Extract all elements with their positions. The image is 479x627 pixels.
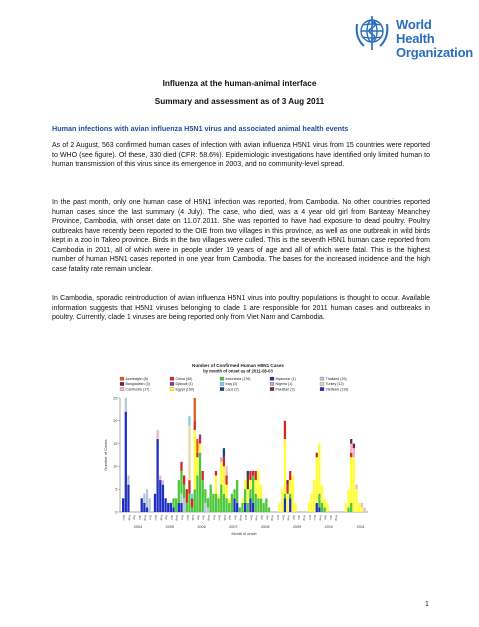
bar-segment <box>350 503 352 512</box>
bar-segment <box>244 480 246 489</box>
bar-segment <box>196 476 198 512</box>
bar-segment <box>260 498 262 512</box>
bar-segment <box>249 480 251 489</box>
bar-segment <box>247 489 249 503</box>
bar-segment <box>241 498 243 503</box>
year-label: 2011 <box>356 525 365 529</box>
x-tick-label: Apr <box>132 515 137 520</box>
bar-segment <box>353 448 355 457</box>
legend-swatch <box>320 382 324 385</box>
x-tick-label: Feb <box>159 515 164 521</box>
bar-segment <box>217 498 219 512</box>
bar-segment <box>186 503 188 512</box>
legend-label: Iraq (3) <box>225 382 238 387</box>
bar-segment <box>225 476 227 485</box>
bar-segment <box>289 480 291 494</box>
bar-segment <box>159 480 161 512</box>
bar-segment <box>183 476 185 485</box>
paragraph-2: In the past month, only one human case of H5N1 infection was reported, from Cambodia. No other countries reported human cases since the last summary (4 July). The case, who died, was a 4 year old girl from Banteay Meanchey Province, Cambodia, with onset date on 11.07.2011. She was reported to have had exposure to dead poultry. Poultry outbreaks have recently been reported to the OIE from two villages in this province, as well as one outbreak in wild birds kept in a zoo in Takeo province. Birds in the two villages were culled. This is the seventh H5N1 human case reported from Cambodia in 2011, all of which were in people under 19 years of age and all of which were fatal. This is the highest number of human H5N1 cases reported in one year from Cambodia. The bases for the increased incidence and the high case fatality rate remain unclear. <box>52 199 430 273</box>
bar-segment <box>353 457 355 512</box>
bar-segment <box>249 471 251 480</box>
bar-segment <box>257 471 259 498</box>
bar-segment <box>326 503 328 512</box>
y-tick-label: 5 <box>115 487 118 492</box>
bar-segment <box>249 489 251 498</box>
x-tick-label: Apr <box>260 515 265 520</box>
x-tick-label: Feb <box>222 515 227 521</box>
year-label: 2007 <box>229 525 238 529</box>
bar-segment <box>350 439 352 444</box>
x-tick-label: Jun <box>233 515 238 520</box>
x-tick-label: Jun <box>265 515 270 520</box>
document-title: Influenza at the human-animal interface <box>162 79 317 88</box>
bar-segment <box>225 498 227 512</box>
x-tick-label: Feb <box>127 515 132 521</box>
bar-segment <box>358 503 360 512</box>
bar-segment <box>180 471 182 494</box>
bar-segment <box>175 498 177 512</box>
bar-segment <box>223 466 225 493</box>
bar-segment <box>225 466 227 475</box>
bar-segment <box>210 485 212 512</box>
bar-segment <box>143 503 145 512</box>
y-tick-label: 10 <box>113 464 118 469</box>
bar-segment <box>188 416 190 425</box>
year-label: 2009 <box>292 525 302 529</box>
legend-swatch <box>120 387 124 390</box>
bar-segment <box>127 476 129 485</box>
bar-segment <box>180 462 182 471</box>
bar-segment <box>247 503 249 512</box>
legend-swatch <box>320 377 324 380</box>
legend-label: Laos (2) <box>225 387 239 392</box>
x-tick-label: Aug <box>334 515 339 521</box>
bar-segment <box>257 498 259 512</box>
bar-segment <box>244 503 246 512</box>
legend-label: Thailand (25) <box>325 377 347 381</box>
bar-segment <box>172 498 174 507</box>
x-tick-label: Aug <box>175 515 180 521</box>
legend-swatch <box>120 382 124 385</box>
x-tick-label: Apr <box>164 515 169 520</box>
bar-segment <box>196 439 198 453</box>
x-tick-label: Oct <box>244 515 249 520</box>
x-tick-label: Feb <box>254 515 259 521</box>
bar-segment <box>324 498 326 507</box>
x-tick-label: Dec <box>249 515 254 521</box>
bar-segment <box>318 444 320 494</box>
x-tick-label: Dec <box>122 515 127 521</box>
x-tick-label: Oct <box>275 515 280 520</box>
y-tick-label: 20 <box>113 419 118 424</box>
bar-segment <box>308 503 310 512</box>
bar-segment <box>186 489 188 503</box>
year-label: 2010 <box>324 525 334 529</box>
x-tick-label: Aug <box>238 515 243 521</box>
bar-segment <box>239 507 241 512</box>
x-tick-label: Apr <box>323 515 328 520</box>
x-tick-label: Feb <box>318 515 323 521</box>
bar-segment <box>180 494 182 503</box>
bar-segment <box>154 494 156 512</box>
bar-segment <box>318 507 320 512</box>
bar-segment <box>196 457 198 475</box>
x-tick-label: Aug <box>302 515 307 521</box>
legend-label: Bangladesh (3) <box>125 382 150 387</box>
bar-segment <box>207 498 209 507</box>
bar-segment <box>255 480 257 494</box>
bar-segment <box>122 498 124 512</box>
bar-segment <box>284 439 286 494</box>
legend-swatch <box>170 382 174 385</box>
bar-segment <box>316 457 318 503</box>
legend-swatch <box>270 387 274 390</box>
bar-segment <box>202 480 204 512</box>
legend-label: Cambodia (17) <box>125 387 150 392</box>
bar-segment <box>321 485 323 503</box>
bar-segment <box>141 498 143 512</box>
bar-segment <box>204 489 206 503</box>
bar-segment <box>156 439 158 512</box>
legend-swatch <box>270 382 274 385</box>
bar-segment <box>363 507 365 512</box>
bar-segment <box>183 485 185 499</box>
bar-segment <box>196 453 198 458</box>
bar-segment <box>249 498 251 512</box>
bar-segment <box>316 453 318 458</box>
bar-segment <box>347 507 349 512</box>
bar-segment <box>156 430 158 439</box>
y-tick-label: 0 <box>115 510 118 515</box>
bar-segment <box>355 485 357 490</box>
bar-segment <box>215 494 217 512</box>
x-tick-label: Oct <box>148 515 153 520</box>
bar-segment <box>263 503 265 512</box>
bar-segment <box>318 494 320 508</box>
bar-segment <box>178 503 180 512</box>
x-tick-label: Aug <box>270 515 275 521</box>
x-tick-label: Aug <box>143 515 148 521</box>
bar-segment <box>220 485 222 512</box>
bar-segment <box>199 434 201 439</box>
bar-segment <box>255 494 257 512</box>
bar-segment <box>194 489 196 512</box>
paragraph-3: In Cambodia, sporadic reintroduction of avian influenza H5N1 virus into poultry populations is thought to occur. Available information suggests that H5N1 viruses belonging to clade 1 are responsible for 2011 human cases and outbreaks in poultry. Currently, clade 1 viruses are being reported only from Viet Nam and Cambodia. <box>52 295 430 321</box>
bar-segment <box>313 480 315 512</box>
bar-segment <box>215 476 217 494</box>
bar-segment <box>294 503 296 512</box>
bar-segment <box>146 507 148 512</box>
bar-segment <box>125 398 127 412</box>
bar-segment <box>191 498 193 507</box>
y-tick-label: 25 <box>113 396 118 401</box>
bar-segment <box>244 489 246 503</box>
paragraph-1: As of 2 August, 563 confirmed human cases of infection with avian influenza H5N1 virus from 15 countries were reported to WHO (see figure). Of these, 330 died (CFR: 58.6%). Epidemiologic investigations have identified only limited human to human transmission of this virus since its emergence in 2003, and no community-level spread. <box>52 142 430 168</box>
bar-segment <box>350 457 352 503</box>
bar-segment <box>268 507 270 512</box>
bar-segment <box>353 444 355 449</box>
bar-segment <box>223 457 225 466</box>
who-logo-text <box>396 18 473 60</box>
bar-segment <box>265 498 267 512</box>
bar-segment <box>233 498 235 512</box>
bar-segment <box>252 503 254 512</box>
chart-subtitle: by month of onset as of 2011-08-03 <box>203 368 273 374</box>
bar-segment <box>215 471 217 476</box>
bar-segment <box>252 471 254 476</box>
legend-label: Turkey (12) <box>325 382 344 387</box>
bar-segment <box>289 498 291 512</box>
who-logo <box>351 12 474 60</box>
bar-segment <box>284 494 286 499</box>
bar-segment <box>162 485 164 512</box>
x-tick-label: Apr <box>228 515 233 520</box>
bar-segment <box>347 489 349 507</box>
x-tick-label: Apr <box>291 515 296 520</box>
bar-segment <box>350 453 352 458</box>
legend-label: Indonesia (176) <box>225 377 251 381</box>
legend-label: China (40) <box>175 377 193 381</box>
bar-segment <box>361 507 363 512</box>
legend-label: VietNam (119) <box>325 387 349 392</box>
bar-segment <box>217 494 219 499</box>
bar-segment <box>241 503 243 512</box>
bar-segment <box>191 507 193 512</box>
who-emblem-icon <box>351 12 393 54</box>
x-tick-label: Jun <box>169 515 174 520</box>
bar-segment <box>202 471 204 480</box>
bar-segment <box>247 476 249 490</box>
bar-segment <box>236 480 238 503</box>
bar-segment <box>188 425 190 480</box>
bar-segment <box>223 494 225 512</box>
year-label: 2005 <box>165 525 174 529</box>
bar-segment <box>188 480 190 494</box>
legend-swatch <box>270 377 274 380</box>
x-tick-label: Apr <box>196 515 201 520</box>
x-tick-label: Aug <box>207 515 212 521</box>
bar-segment <box>207 507 209 512</box>
bar-segment <box>321 503 323 512</box>
legend-swatch <box>220 377 224 380</box>
bar-segment <box>159 476 161 481</box>
bar-segment <box>247 471 249 476</box>
bar-segment <box>316 503 318 512</box>
year-label: 2004 <box>133 525 143 529</box>
bar-segment <box>350 444 352 453</box>
bar-segment <box>194 398 196 421</box>
bar-segment <box>281 489 283 512</box>
legend-swatch <box>170 387 174 390</box>
bar-segment <box>260 485 262 499</box>
bar-segment <box>286 480 288 485</box>
bar-segment <box>188 494 190 512</box>
bar-segment <box>149 498 151 512</box>
bar-segment <box>170 503 172 512</box>
bar-segment <box>223 448 225 457</box>
legend-label: Djibouti (1) <box>175 382 193 387</box>
document-subtitle: Summary and assessment as of 3 Aug 2011 <box>154 97 325 106</box>
bar-segment <box>355 489 357 512</box>
bar-segment <box>278 503 280 512</box>
x-tick-label: Feb <box>286 515 291 521</box>
bar-segment <box>146 489 148 507</box>
bar-segment <box>289 494 291 499</box>
bar-segment <box>172 507 174 512</box>
legend-label: Pakistan (3) <box>275 387 295 392</box>
bar-segment <box>125 412 127 512</box>
bar-segment <box>286 485 288 494</box>
bar-segment <box>204 503 206 512</box>
x-tick-label: Oct <box>212 515 217 520</box>
h5n1-cases-chart <box>100 360 376 542</box>
bar-segment <box>162 480 164 485</box>
legend-swatch <box>120 377 124 380</box>
x-axis-label: Month of onset <box>231 532 257 536</box>
x-tick-label: Oct <box>180 515 185 520</box>
bar-segment <box>324 507 326 512</box>
bar-segment <box>127 485 129 512</box>
bar-segment <box>212 494 214 512</box>
x-tick-label: Jun <box>201 515 206 520</box>
bar-segment <box>286 494 288 512</box>
x-tick-label: Feb <box>191 515 196 521</box>
legend-swatch <box>220 387 224 390</box>
bar-segment <box>255 471 257 480</box>
bar-segment <box>225 485 227 499</box>
bar-segment <box>194 421 196 430</box>
bar-segment <box>228 498 230 503</box>
legend-swatch <box>220 382 224 385</box>
logo-text-line2: Organization <box>396 45 474 60</box>
y-axis-label: Number of Cases <box>103 439 108 471</box>
x-tick-label: Dec <box>185 515 190 521</box>
bar-segment <box>194 430 196 489</box>
legend-label: Myanmar (1) <box>275 377 296 381</box>
bar-segment <box>199 453 201 512</box>
legend-label: Nigeria (1) <box>275 382 293 387</box>
bar-segment <box>310 494 312 512</box>
bar-segment <box>220 462 222 485</box>
year-label: 2008 <box>260 525 270 529</box>
bar-segment <box>167 503 169 512</box>
bar-segment <box>180 503 182 512</box>
legend-swatch <box>320 387 324 390</box>
x-tick-label: Dec <box>281 515 286 521</box>
legend-label: Egypt (150) <box>175 387 195 392</box>
bar-segment <box>143 494 145 503</box>
y-tick-label: 15 <box>113 441 118 446</box>
bar-segment <box>164 498 166 512</box>
logo-text-line1: World Health <box>396 17 435 46</box>
bar-segment <box>345 503 347 512</box>
legend-label: Azerbaijan (8) <box>125 377 148 381</box>
bar-segment <box>199 444 201 453</box>
bar-segment <box>183 498 185 512</box>
x-tick-label: Jun <box>138 515 143 520</box>
x-tick-label: Dec <box>313 515 318 521</box>
bar-segment <box>361 503 363 508</box>
bar-segment <box>284 498 286 512</box>
x-tick-label: Dec <box>153 515 158 521</box>
bar-segment <box>220 457 222 462</box>
bar-segment <box>289 471 291 480</box>
bar-segment <box>199 439 201 444</box>
x-tick-label: Dec <box>217 515 222 521</box>
bar-segment <box>191 494 193 499</box>
year-label: 2006 <box>197 525 206 529</box>
bar-segment <box>228 503 230 512</box>
bar-segment <box>231 494 233 512</box>
x-tick-label: Oct <box>307 515 312 520</box>
bar-segment <box>236 503 238 512</box>
legend-swatch <box>170 377 174 380</box>
bar-segment <box>233 489 235 498</box>
bar-segment <box>178 480 180 503</box>
chart-title: Number of Confirmed Human H5N1 Cases <box>192 363 284 368</box>
x-tick-label: Jun <box>297 515 302 520</box>
x-tick-label: Jun <box>329 515 334 520</box>
bar-segment <box>252 476 254 503</box>
bar-segment <box>284 421 286 439</box>
bar-segment <box>292 476 294 512</box>
page-number: 1 <box>425 601 429 608</box>
section-heading: Human infections with avian influenza H5N1 virus and associated animal health events <box>52 124 349 133</box>
